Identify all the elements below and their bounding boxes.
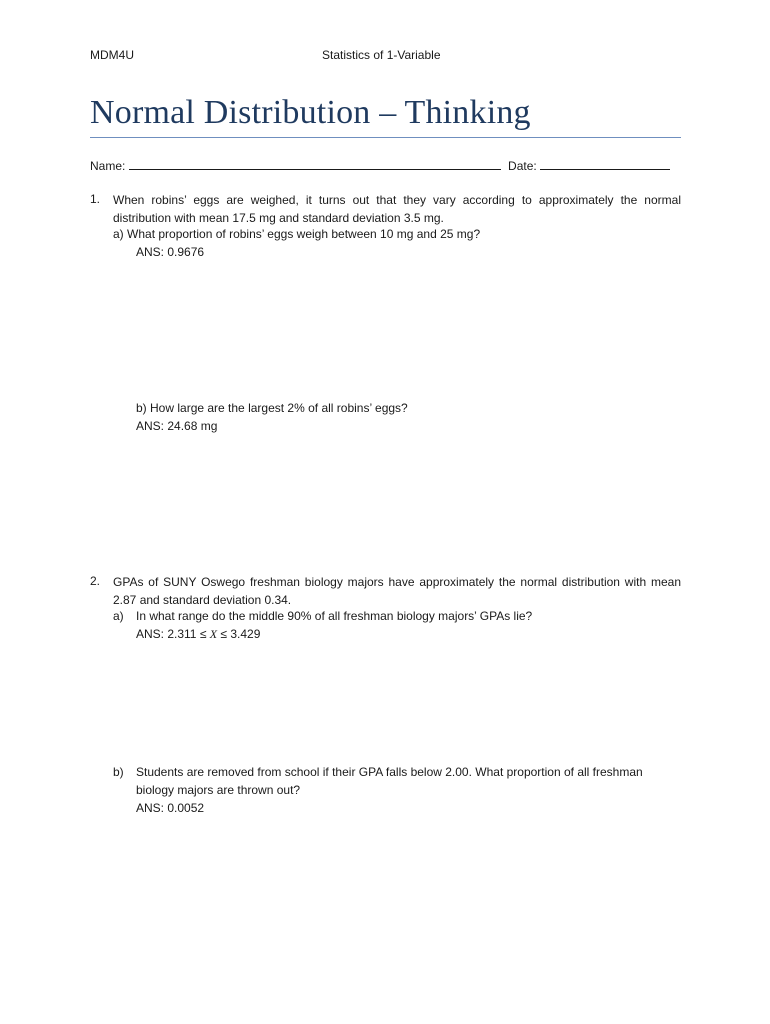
- question-2a-text: In what range do the middle 90% of all freshman biology majors’ GPAs lie?: [136, 609, 533, 623]
- question-1b-label: b): [136, 401, 147, 415]
- question-2b-line1: Students are removed from school if their GPA falls below 2.00. What proportion of all freshman: [136, 765, 643, 779]
- answer-2a: [136, 627, 260, 642]
- question-2a-label: a): [113, 609, 124, 623]
- question-1-text: When robins’ eggs are weighed, it turns out that they vary according to approximately the normal distribution with mean 17.5 mg and standard deviation 3.5 mg.: [113, 193, 681, 225]
- unit-topic: Statistics of 1-Variable: [322, 48, 441, 62]
- question-1a-text: What proportion of robins’ eggs weigh between 10 mg and 25 mg?: [127, 227, 481, 241]
- answer-2a-variable: X: [209, 627, 218, 641]
- name-blank[interactable]: [129, 159, 501, 170]
- title-rule: [90, 137, 681, 138]
- question-1b: [136, 401, 408, 415]
- answer-1a: ANS: 0.9676: [136, 245, 205, 259]
- page-title: Normal Distribution – Thinking: [90, 94, 531, 131]
- question-2-number: 2.: [90, 574, 101, 588]
- date-blank[interactable]: [540, 159, 670, 170]
- question-1-number: 1.: [90, 192, 101, 206]
- date-label: Date:: [508, 159, 537, 173]
- name-label: Name:: [90, 159, 126, 173]
- question-2-text: GPAs of SUNY Oswego freshman biology majors have approximately the normal distribution with mean 2.87 and standard deviation 0.34.: [113, 575, 681, 607]
- course-code: MDM4U: [90, 48, 134, 62]
- answer-2b: ANS: 0.0052: [136, 801, 205, 815]
- question-2a: [113, 609, 533, 623]
- question-2b-label: b): [113, 765, 124, 779]
- question-2b: [113, 765, 124, 779]
- question-1b-text: How large are the largest 2% of all robins’ eggs?: [150, 401, 408, 415]
- question-1a: [113, 227, 480, 241]
- answer-1b: ANS: 24.68 mg: [136, 419, 218, 433]
- answer-2a-suffix: ≤ 3.429: [217, 627, 261, 641]
- question-1a-label: a): [113, 227, 124, 241]
- question-2b-line2: biology majors are thrown out?: [136, 783, 301, 797]
- name-date-line: [90, 159, 670, 173]
- answer-2a-prefix: ANS: 2.311 ≤: [136, 627, 210, 641]
